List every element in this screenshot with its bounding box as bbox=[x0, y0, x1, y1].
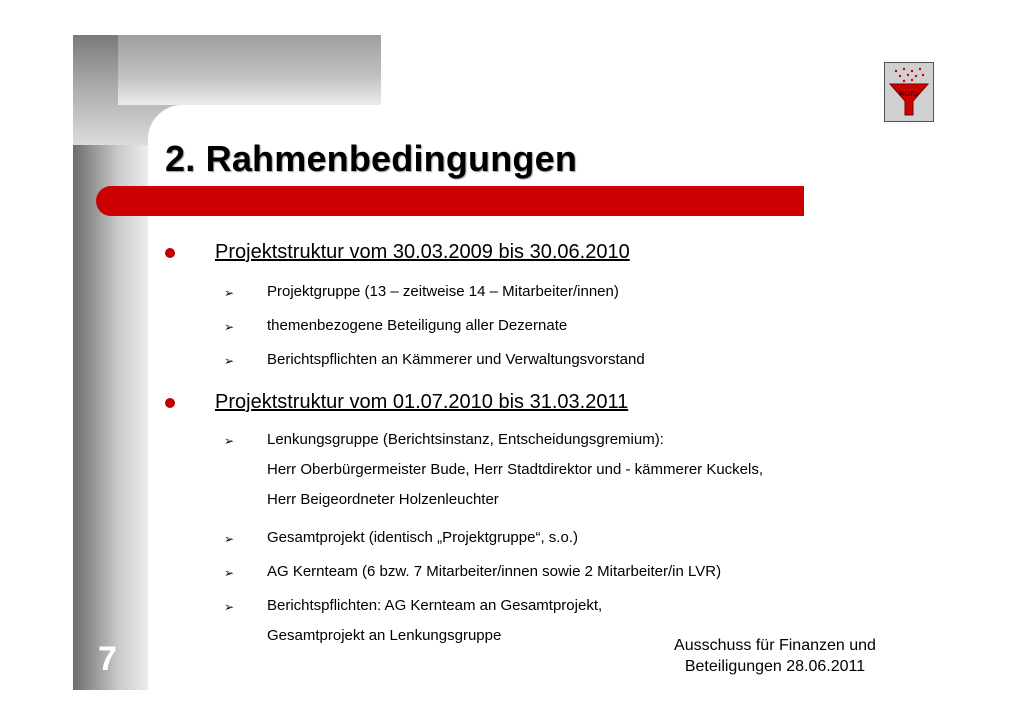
top-gray-bar-shade bbox=[118, 35, 381, 105]
arrow-bullet-icon: ➢ bbox=[224, 286, 235, 300]
arrow-bullet-icon: ➢ bbox=[224, 532, 235, 546]
list-item: Gesamtprojekt (identisch „Projektgruppe“, s.o.) bbox=[267, 529, 578, 546]
arrow-bullet-icon: ➢ bbox=[224, 354, 235, 368]
page-number: 7 bbox=[98, 640, 117, 678]
list-item: Berichtspflichten an Kämmerer und Verwaltungsvorstand bbox=[267, 351, 645, 368]
list-item: Herr Oberbürgermeister Bude, Herr Stadtdirektor und - kämmerer Kuckels, bbox=[267, 461, 764, 478]
footer-line: Beteiligungen 28.06.2011 bbox=[684, 658, 866, 675]
list-item: AG Kernteam (6 bzw. 7 Mitarbeiter/innen sowie 2 Mitarbeiter/in LVR) bbox=[267, 563, 722, 580]
list-item: Projektgruppe (13 – zeitweise 14 – Mitarbeiter/innen) bbox=[267, 283, 619, 300]
slide-title: 2. Rahmenbedingungen bbox=[165, 138, 578, 179]
arrow-bullet-icon: ➢ bbox=[224, 434, 235, 448]
list-item: Gesamtprojekt an Lenkungsgruppe bbox=[267, 627, 502, 644]
arrow-bullet-icon: ➢ bbox=[224, 600, 235, 614]
logo-text: ROTS bbox=[899, 91, 919, 98]
list-item: Lenkungsgruppe (Berichtsinstanz, Entscheidungsgremium): bbox=[267, 431, 664, 448]
title-underline-bar bbox=[96, 186, 804, 216]
bullet-icon bbox=[165, 398, 175, 408]
section-heading: Projektstruktur vom 01.07.2010 bis 31.03.2011 bbox=[215, 391, 629, 413]
arrow-bullet-icon: ➢ bbox=[224, 566, 235, 580]
list-item: Herr Beigeordneter Holzenleuchter bbox=[267, 491, 499, 508]
section-heading: Projektstruktur vom 30.03.2009 bis 30.06.2010 bbox=[215, 241, 630, 263]
list-item: Berichtspflichten: AG Kernteam an Gesamtprojekt, bbox=[267, 597, 603, 614]
footer-note bbox=[655, 635, 895, 677]
funnel-logo-icon bbox=[884, 62, 934, 122]
arrow-bullet-icon: ➢ bbox=[224, 320, 235, 334]
footer-line: Ausschuss für Finanzen und bbox=[674, 637, 876, 654]
list-item: themenbezogene Beteiligung aller Dezernate bbox=[267, 317, 568, 334]
bullet-icon bbox=[165, 248, 175, 258]
